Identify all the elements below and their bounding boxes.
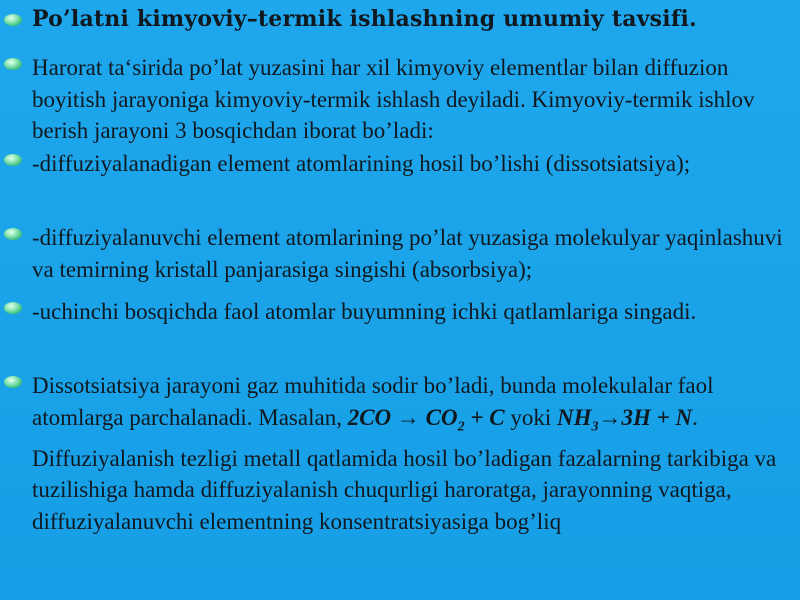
bullet-icon (4, 228, 22, 240)
formula-2co: 2CO (347, 404, 392, 430)
formula-co-reaction (347, 404, 505, 435)
bullet-icon (4, 58, 22, 70)
paragraph-stage-2: -diffuziyalanuvchi element atomlarining po’lat yuzasiga molekulyar yaqinlashuvi va temirning kristall panjarasiga singishi (absorbsiya); (32, 225, 783, 282)
slide-title: Po’latni kimyoviy–termik ishlashning umumiy tavsifi. (32, 6, 697, 32)
bullet-icon (4, 376, 22, 388)
formula-nh3-products: →3H + N (598, 404, 693, 430)
formula-plus-c: + C (464, 404, 505, 430)
paragraph-text-a: Dissotsiatsiya jarayoni gaz muhitida sodir bo’ladi, bunda molekulalar faol atomlarga parchalanadi. Masalan, (32, 373, 714, 430)
formula-co2-subscript: 2 (457, 419, 465, 435)
formula-nh3-subscript: 3 (591, 419, 599, 435)
paragraph-stage-3: -uchinchi bosqichda faol atomlar buyumning ichki qatlamlariga singadi. (32, 299, 697, 324)
bullet-icon (4, 154, 22, 166)
bullet-icon (4, 302, 22, 314)
paragraph-text-c: . Diffuziyalanish tezligi metall qatlamida hosil bo’ladigan fazalarning tarkibiga va tuzilishiga hamda diffuziyalanish chuqurligi haroratga, jarayonning vaqtiga, diffuziyalanuvchi elementning konsentratsiyasiga bog’liq (32, 404, 777, 534)
formula-co2: CO (425, 404, 458, 430)
paragraph-stage-1: -diffuziyalanadigan element atomlarining hosil bo’lishi (dissotsiatsiya); (32, 151, 691, 176)
formula-nh: NH (556, 404, 592, 430)
arrow-icon: → (391, 404, 426, 430)
paragraph-intro: Harorat ta‘sirida po’lat yuzasini har xil kimyoviy elementlar bilan diffuzion boyitish jarayoniga kimyoviy-termik ishlash deyiladi. Kimyoviy-termik ishlov berish jarayoni 3 bosqichdan iborat bo’ladi: (32, 55, 755, 143)
paragraph-text-b: yoki (504, 404, 557, 430)
bullet-icon (4, 14, 22, 26)
paragraph-dissociation (32, 370, 792, 537)
formula-nh3-reaction (556, 404, 693, 435)
